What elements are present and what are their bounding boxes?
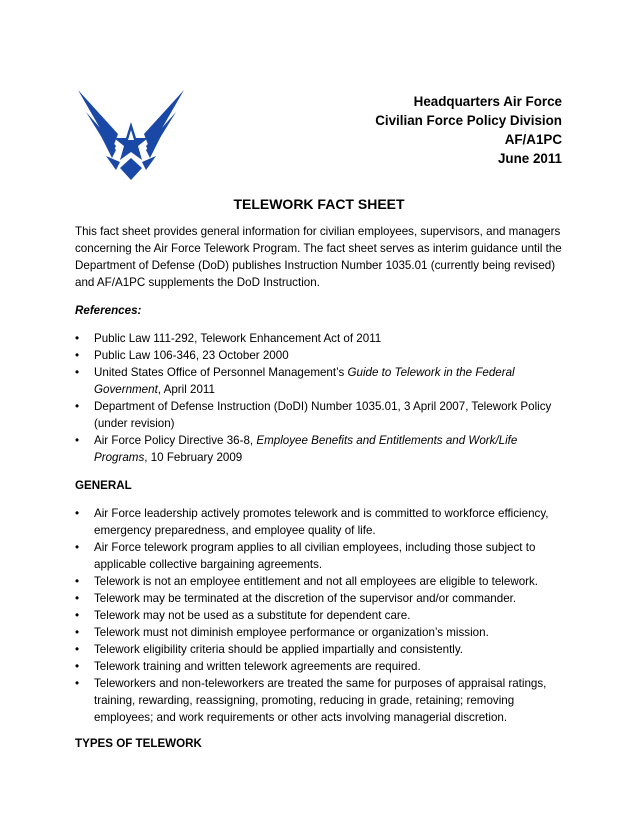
list-item: • Teleworkers and non-teleworkers are treated the same for purposes of appraisal ratings, training, rewarding, reassigning, promoting, reducing in grade, retaining; removing employees; and work requirements or other acts involving managerial discretion. <box>75 677 547 724</box>
general-heading: GENERAL <box>75 479 132 492</box>
list-item: • Air Force Policy Directive 36-8, Employee Benefits and Entitlements and Work/Life Programs, 10 February 2009 <box>75 434 518 464</box>
header-date: June 2011 <box>497 151 562 166</box>
header-block <box>375 92 562 168</box>
header-org: Headquarters Air Force <box>413 94 562 109</box>
list-item: • Public Law 111-292, Telework Enhancement Act of 2011 <box>75 332 382 345</box>
list-item: • Department of Defense Instruction (DoDI) Number 1035.01, 3 April 2007, Telework Policy (under revision) <box>75 400 552 430</box>
bullet-glyph: • <box>75 366 80 379</box>
list-item: • Telework training and written telework agreements are required. <box>75 660 421 673</box>
page-title: TELEWORK FACT SHEET <box>233 196 405 212</box>
bullet-glyph: • <box>75 575 80 588</box>
list-item: • Telework may not be used as a substitute for dependent care. <box>75 609 411 622</box>
air-force-symbol-logo <box>76 84 186 180</box>
document-body <box>75 223 567 726</box>
types-heading: TYPES OF TELEWORK <box>75 737 202 750</box>
general-list <box>75 505 567 726</box>
bullet-glyph: • <box>75 400 80 413</box>
bullet-glyph: • <box>75 677 80 690</box>
list-item: • Air Force leadership actively promotes telework and is committed to workforce efficiency, emergency preparedness, and employee quality of life. <box>75 507 549 537</box>
references-heading: References: <box>75 304 142 317</box>
references-list <box>75 330 567 466</box>
header-division: Civilian Force Policy Division <box>375 113 562 128</box>
intro-paragraph: This fact sheet provides general information for civilian employees, supervisors, and managers concerning the Air Force Telework Program. The fact sheet serves as interim guidance until the Department of Defense (DoD) publishes Instruction Number 1035.01 (currently being revised) and AF/A1PC supplements the DoD Instruction. <box>75 225 562 289</box>
list-item: • Telework must not diminish employee performance or organization’s mission. <box>75 626 489 639</box>
types-section <box>75 735 567 752</box>
list-item: • United States Office of Personnel Management’s Guide to Telework in the Federal Government, April 2011 <box>75 366 515 396</box>
header-office: AF/A1PC <box>504 132 562 147</box>
bullet-glyph: • <box>75 434 80 447</box>
list-item: • Air Force telework program applies to all civilian employees, including those subject to applicable collective bargaining agreements. <box>75 541 536 571</box>
bullet-glyph: • <box>75 643 80 656</box>
list-item: • Public Law 106-346, 23 October 2000 <box>75 349 289 362</box>
bullet-glyph: • <box>75 592 80 605</box>
bullet-glyph: • <box>75 541 80 554</box>
bullet-glyph: • <box>75 609 80 622</box>
bullet-glyph: • <box>75 332 80 345</box>
list-item: • Telework may be terminated at the discretion of the supervisor and/or commander. <box>75 592 517 605</box>
bullet-glyph: • <box>75 660 80 673</box>
bullet-glyph: • <box>75 349 80 362</box>
bullet-glyph: • <box>75 507 80 520</box>
bullet-glyph: • <box>75 626 80 639</box>
list-item: • Telework is not an employee entitlement and not all employees are eligible to telework. <box>75 575 539 588</box>
list-item: • Telework eligibility criteria should be applied impartially and consistently. <box>75 643 464 656</box>
